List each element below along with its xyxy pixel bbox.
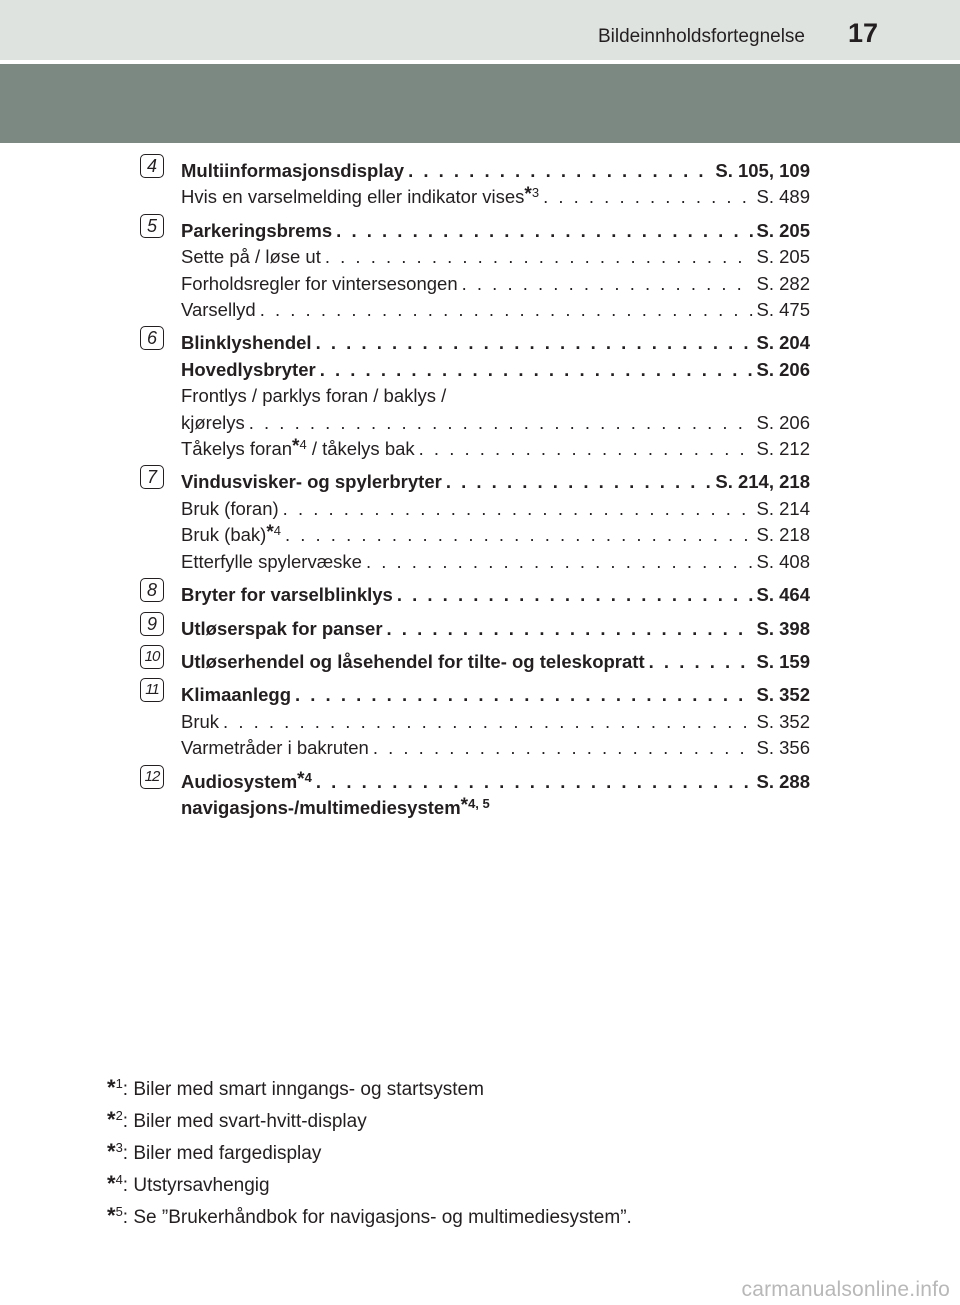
dot-leader	[285, 522, 753, 548]
page-number: 17	[847, 18, 878, 48]
toc-row-page: S. 206	[756, 411, 810, 433]
toc-row-label: Utløserspak for panser	[181, 617, 383, 639]
toc-row-label: Audiosystem$^{*4}$	[181, 768, 312, 792]
toc-row-label: Forholdsregler for vintersesongen	[181, 272, 458, 294]
toc-row[interactable]	[181, 244, 810, 270]
dot-leader	[283, 496, 753, 522]
dot-leader	[295, 682, 753, 708]
toc-row-label: navigasjons-/multimediesystem$^{*4, 5}$	[181, 794, 490, 818]
toc-row-label: Varmetråder i bakruten	[181, 737, 369, 759]
toc-group-11	[140, 682, 810, 761]
toc-row-label: Utløserhendel og låsehendel for tilte- og teleskopratt	[181, 650, 645, 672]
toc-row-page: S. 214, 218	[715, 471, 810, 493]
toc-row-label: Parkeringsbrems	[181, 219, 333, 241]
toc-row-label: Hvis en varselmelding eller indikator vises$^{*3}$	[181, 184, 540, 208]
toc-group-12	[140, 769, 810, 822]
toc-row-label: Etterfylle spylervæske	[181, 550, 362, 572]
toc-row[interactable]	[181, 158, 810, 184]
toc-row-label: Bryter for varselblinklys	[181, 584, 393, 606]
dot-leader	[249, 410, 753, 436]
toc-row[interactable]	[181, 769, 810, 795]
dot-leader	[446, 469, 712, 495]
item-number-badge: 6	[140, 326, 164, 350]
toc-group-10	[140, 649, 810, 675]
dot-leader	[543, 184, 752, 210]
toc-row[interactable]	[181, 436, 810, 462]
dot-leader	[397, 582, 753, 608]
toc-row-page: S. 352	[756, 684, 810, 706]
toc-row-label: Bruk	[181, 710, 220, 732]
toc-row[interactable]	[181, 549, 810, 575]
toc-row-label: kjørelys	[181, 411, 245, 433]
dot-leader	[320, 357, 753, 383]
toc-row-page: S. 204	[756, 332, 810, 354]
toc-row-page: S. 356	[756, 737, 810, 759]
toc-row-label: Vindusvisker- og spylerbryter	[181, 471, 442, 493]
dot-leader	[336, 218, 752, 244]
footnote-4: *$^4$: Utstyrsavhengig	[107, 1171, 270, 1196]
toc-row-label: Hovedlysbryter	[181, 358, 316, 380]
footnote-3: *$^3$: Biler med fargedisplay	[107, 1139, 322, 1164]
footnote-ref: *3	[524, 184, 540, 206]
toc-group-6	[140, 330, 810, 462]
toc-row[interactable]	[181, 795, 810, 821]
toc-row-label: Tåkelys foran$^{*4}$ / tåkelys bak	[181, 436, 415, 460]
toc-row-label: Multiinformasjonsdisplay	[181, 160, 405, 181]
toc-group-9	[140, 613, 810, 642]
toc-row[interactable]	[181, 357, 810, 383]
toc-row[interactable]	[181, 735, 810, 761]
dot-leader	[223, 709, 752, 735]
dot-leader	[387, 616, 753, 642]
dot-leader	[316, 769, 753, 795]
toc-row[interactable]	[181, 410, 810, 436]
toc-row[interactable]	[181, 616, 810, 642]
toc-row-label: Blinklyshendel	[181, 332, 312, 354]
watermark[interactable]: carmanualsonline.info	[741, 1278, 950, 1301]
toc-row[interactable]	[181, 297, 810, 323]
toc-row-page: S. 408	[756, 550, 810, 572]
toc-row-label: Frontlys / parklys foran / baklys /	[181, 385, 447, 407]
toc-row-label: Bruk (bak)$^{*4}$	[181, 522, 281, 546]
toc-group-7	[140, 469, 810, 575]
toc-row[interactable]	[181, 218, 810, 244]
dot-leader	[325, 244, 753, 270]
toc-row-page: S. 105, 109	[715, 160, 810, 181]
dot-leader	[373, 735, 753, 761]
footnotes	[107, 1072, 632, 1232]
toc-row-label: Sette på / løse ut	[181, 246, 321, 268]
toc-row-label: Klimaanlegg	[181, 684, 291, 706]
toc-row-page: S. 464	[756, 584, 810, 606]
toc-row[interactable]	[181, 496, 810, 522]
toc-group-8	[140, 582, 810, 608]
toc-row-page: S. 205	[756, 219, 810, 241]
dot-leader	[419, 436, 753, 462]
item-number-badge: 9	[140, 612, 164, 636]
footnote-ref: *4	[292, 436, 307, 458]
dot-leader	[649, 649, 753, 675]
decorative-band	[0, 64, 960, 143]
toc-row[interactable]	[181, 330, 810, 356]
item-number-badge: 4	[140, 154, 164, 178]
toc-row-page: S. 218	[756, 524, 810, 546]
item-number-badge: 10	[140, 645, 164, 669]
footnote-2: *$^2$: Biler med svart-hvitt-display	[107, 1107, 367, 1132]
toc-row-page: S. 214	[756, 497, 810, 519]
item-number-badge: 7	[140, 465, 164, 489]
toc-row-page: S. 212	[756, 438, 810, 460]
toc-row-page: S. 282	[756, 272, 810, 294]
toc-row-page: S. 352	[756, 710, 810, 732]
toc-row[interactable]	[181, 682, 810, 708]
toc-row[interactable]	[181, 709, 810, 735]
dot-leader	[366, 549, 753, 575]
toc-row[interactable]	[181, 184, 810, 210]
section-title: Bildeinnholdsfortegnelse	[597, 26, 805, 47]
item-number-badge: 5	[140, 214, 164, 238]
header-bar	[0, 0, 960, 60]
item-number-badge: 12	[140, 765, 164, 789]
toc-row[interactable]	[181, 469, 810, 495]
dot-leader	[462, 271, 753, 297]
table-of-contents	[140, 158, 810, 828]
dot-leader	[408, 158, 711, 184]
footnote-1: *$^1$: Biler med smart inngangs- og startsystem	[107, 1075, 484, 1100]
toc-row-page: S. 489	[756, 186, 810, 208]
footnote-ref: *4, 5	[460, 794, 490, 816]
toc-row[interactable]	[181, 649, 810, 675]
toc-row-page: S. 206	[756, 358, 810, 380]
toc-row[interactable]	[181, 271, 810, 297]
toc-row	[181, 383, 810, 409]
toc-row-label: Varsellyd	[181, 299, 256, 321]
toc-row-page: S. 288	[756, 770, 810, 792]
toc-row-page: S. 398	[756, 617, 810, 639]
footnote-ref: *4	[266, 522, 281, 544]
footnote-ref: *4	[297, 768, 312, 790]
toc-row-page: S. 205	[756, 246, 810, 268]
item-number-badge: 11	[140, 678, 164, 702]
item-number-badge: 8	[140, 578, 164, 602]
toc-row-label: Bruk (foran)	[181, 497, 279, 519]
toc-row-page: S. 159	[756, 650, 810, 672]
footnote-5: *$^5$: Se ”Brukerhåndbok for navigasjons- og multimediesystem”.	[107, 1203, 632, 1228]
toc-row[interactable]	[181, 582, 810, 608]
toc-group-4	[140, 158, 810, 211]
dot-leader	[316, 330, 753, 356]
toc-row-page: S. 475	[756, 299, 810, 321]
toc-row[interactable]	[181, 522, 810, 548]
dot-leader	[260, 297, 753, 323]
toc-group-5	[140, 215, 810, 324]
